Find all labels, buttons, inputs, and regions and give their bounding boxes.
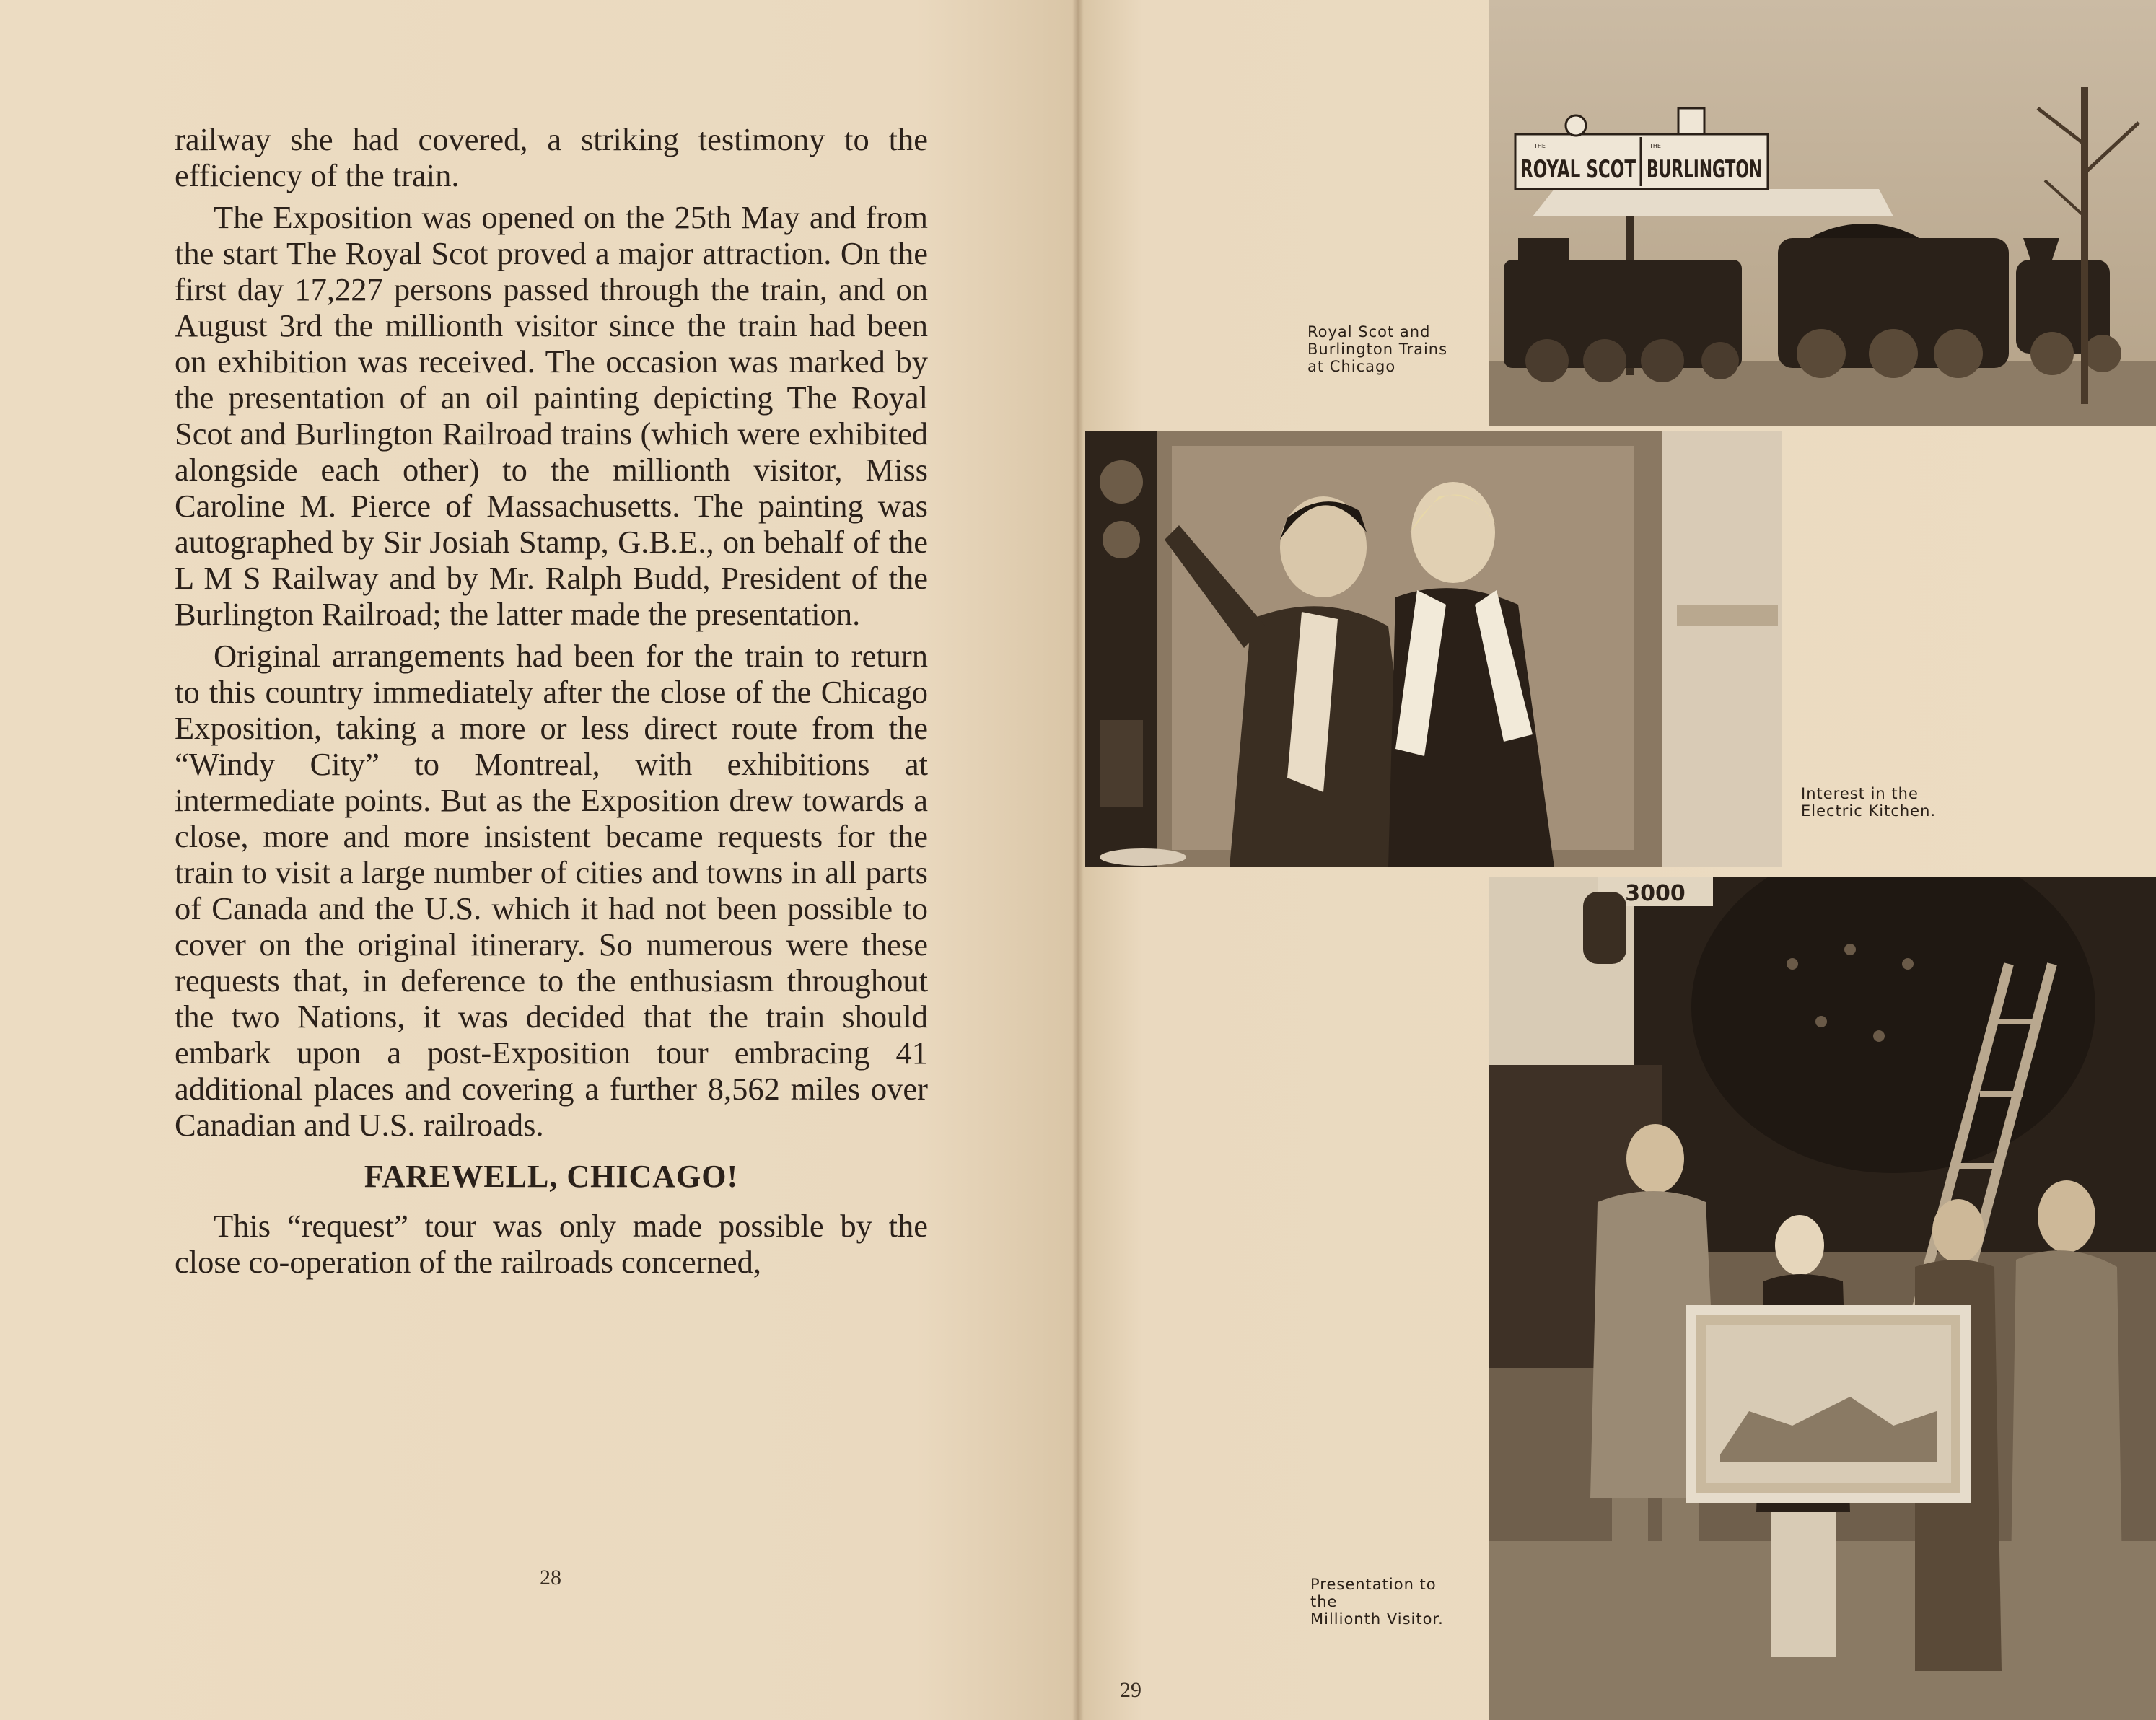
caption-electric-kitchen: Interest in the Electric Kitchen. [1801,785,1937,820]
book-gutter [1072,0,1084,1720]
left-page-body [175,121,928,1286]
emblem-icon [1566,115,1586,136]
photo-electric-kitchen [1085,431,1782,867]
paragraph-4: This “request” tour was only made possible by the close co-operation of the railroads concerned, [175,1208,928,1280]
emblem-icon [1678,108,1704,134]
sign-burlington: BURLINGTON [1647,155,1762,184]
paragraph-3: Original arrangements had been for the train to return to this country immediately after the close of the Chicago Exposition, taking a more or less direct route from the “Windy City” to Montreal, with exhibitions at intermediate points. But as the Exposition drew towards a close, more and more insistent became requests for the train to visit a large number of cities and towns in all parts of Canada and the U.S. which it had not been possible to cover on the original itinerary. So numerous were these requests that, in deference to the enthusiasm throughout the two Nations, it was decided that the train should embark upon a post-Exposition tour embracing 41 additional places and covering a further 8,562 miles over Canadian and U.S. railroads. [175,638,928,1143]
caption-presentation: Presentation to the Millionth Visitor. [1310,1576,1444,1628]
page-number-left: 28 [540,1566,561,1589]
sign-small-right: THE [1649,143,1661,149]
sign-royal-scot: ROYAL SCOT [1520,155,1636,184]
page-number-right: 29 [1120,1678,1141,1702]
paragraph-2: The Exposition was opened on the 25th May and from the start The Royal Scot proved a major attraction. On the first day 17,227 persons passed through the train, and on August 3rd the millionth visitor since the train had been on exhibition was received. The occasion was marked by the presentation of an oil painting depicting The Royal Scot and Burlington Railroad trains (which were exhibited alongside each other) to the millionth visitor, Miss Caroline M. Pierce of Massachusetts. The painting was autographed by Sir Josiah Stamp, G.B.E., on behalf of the L M S Railway and by Mr. Ralph Budd, President of the Burlington Railroad; the latter made the presentation. [175,199,928,632]
sign-small-left: THE [1534,143,1546,149]
caption-royal-scot-burlington: Royal Scot and Burlington Trains at Chicago [1307,323,1448,375]
engine-number-plate: 3000 [1625,881,1686,906]
section-heading: FAREWELL, CHICAGO! [364,1159,739,1194]
photo-presentation [1489,877,2156,1720]
paragraph-1: railway she had covered, a striking testimony to the efficiency of the train. [175,121,928,193]
photo-royal-scot-burlington [1489,0,2156,426]
